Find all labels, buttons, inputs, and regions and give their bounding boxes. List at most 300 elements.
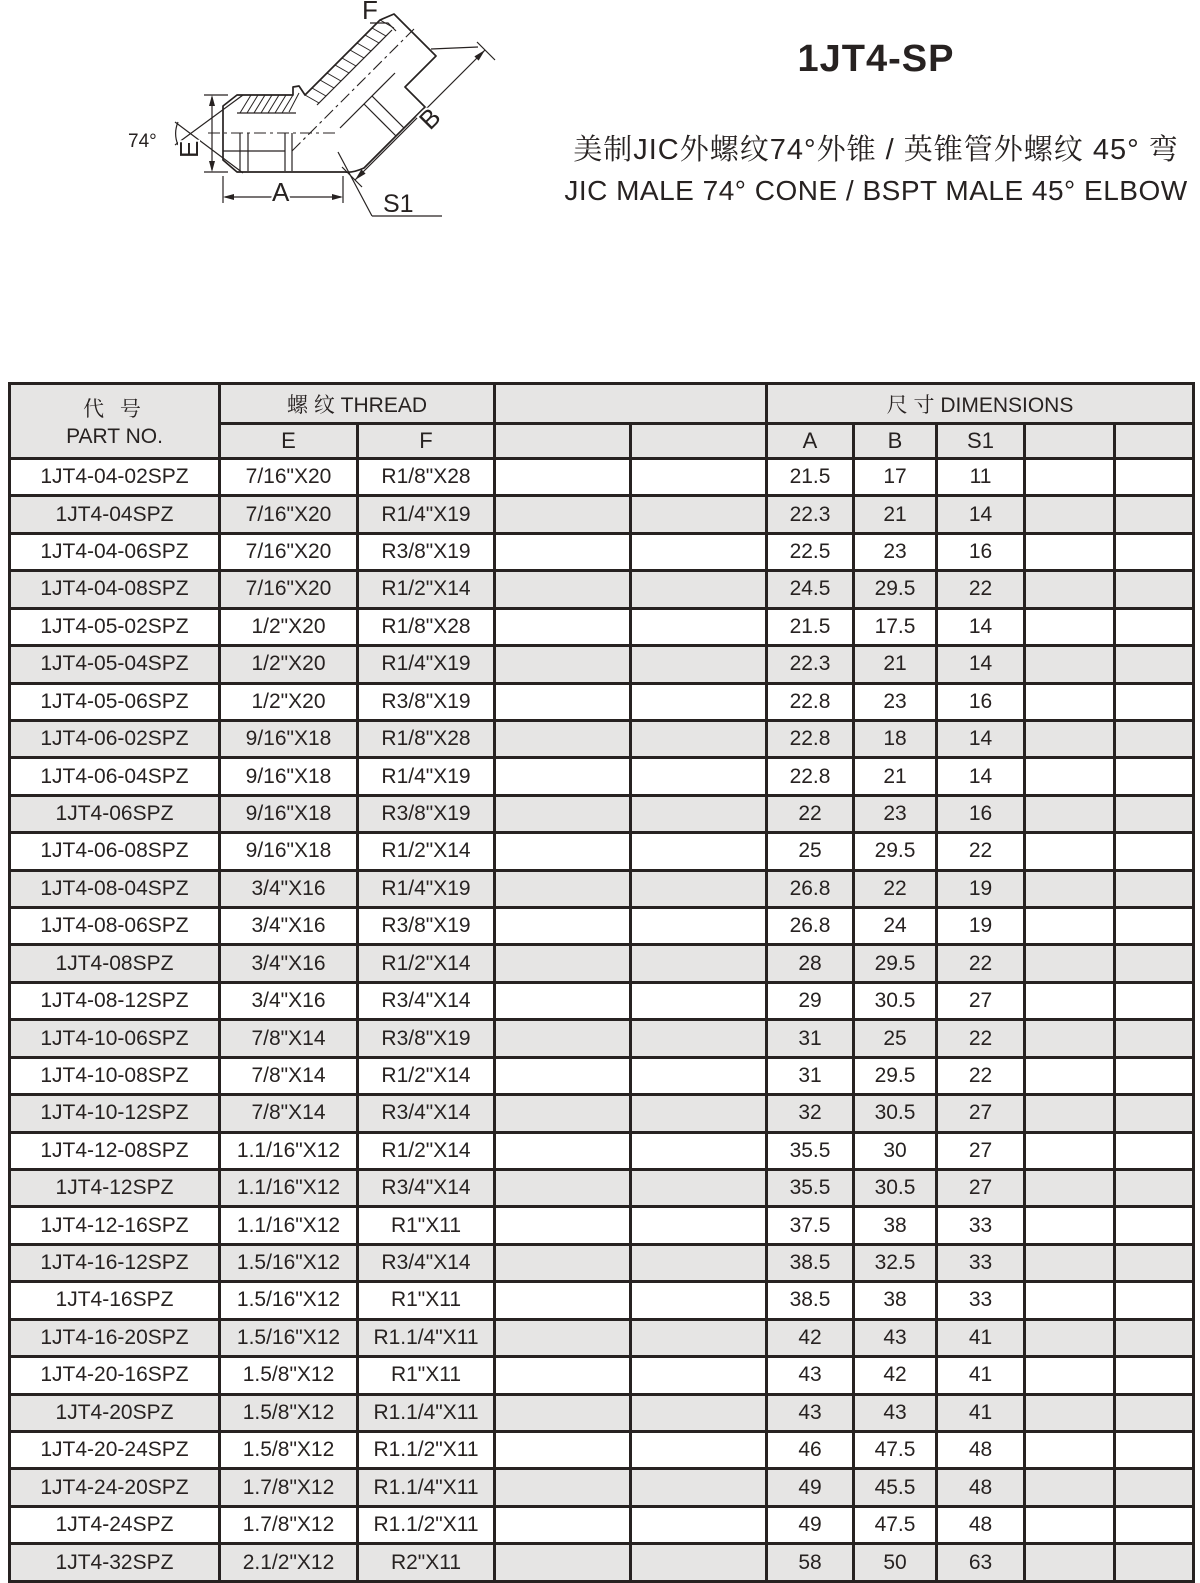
cell-blank — [1115, 870, 1194, 907]
cell-blank — [495, 1057, 631, 1094]
cell-dim-s1: 27 — [937, 982, 1025, 1019]
cell-blank — [495, 945, 631, 982]
cell-part-no: 1JT4-12-08SPZ — [10, 1132, 220, 1169]
cell-blank — [1115, 1319, 1194, 1356]
label-s1: S1 — [383, 190, 414, 218]
branch-thread-root — [317, 30, 392, 105]
cell-thread-f: R1/2"X14 — [358, 1132, 495, 1169]
cell-blank — [1025, 1319, 1115, 1356]
cell-thread-e: 1.1/16"X12 — [220, 1132, 358, 1169]
cell-thread-e: 7/16"X20 — [220, 533, 358, 570]
page-title: 1JT4-SP — [797, 38, 955, 80]
cell-thread-f: R3/8"X19 — [358, 533, 495, 570]
cell-blank — [631, 945, 767, 982]
cell-dim-s1: 16 — [937, 533, 1025, 570]
cell-thread-e: 7/8"X14 — [220, 1095, 358, 1132]
header-col-e: E — [220, 424, 358, 459]
cell-dim-a: 28 — [767, 945, 854, 982]
cell-blank — [1115, 496, 1194, 533]
cell-dim-s1: 22 — [937, 571, 1025, 608]
table-row — [10, 459, 1194, 496]
cell-blank — [631, 459, 767, 496]
cell-blank — [1115, 1431, 1194, 1468]
cell-thread-f: R1/4"X19 — [358, 870, 495, 907]
cell-dim-a: 35.5 — [767, 1170, 854, 1207]
cell-thread-f: R1.1/2"X11 — [358, 1506, 495, 1543]
cell-thread-e: 7/8"X14 — [220, 1020, 358, 1057]
cell-thread-f: R3/8"X19 — [358, 795, 495, 832]
table-row — [10, 908, 1194, 945]
cell-dim-a: 35.5 — [767, 1132, 854, 1169]
cell-blank — [1025, 1244, 1115, 1281]
cell-blank — [1025, 870, 1115, 907]
cell-blank — [1025, 795, 1115, 832]
cell-blank — [1115, 1132, 1194, 1169]
thread-hatch-horizontal — [240, 93, 299, 113]
arrowhead — [332, 194, 343, 200]
cell-dim-a: 29 — [767, 982, 854, 1019]
table-row — [10, 646, 1194, 683]
cell-part-no: 1JT4-24SPZ — [10, 1506, 220, 1543]
cell-thread-f: R3/8"X19 — [358, 683, 495, 720]
table-row — [10, 758, 1194, 795]
cell-dim-b: 29.5 — [854, 833, 937, 870]
cell-thread-f: R3/4"X14 — [358, 1244, 495, 1281]
cell-dim-b: 43 — [854, 1394, 937, 1431]
cell-dim-b: 22 — [854, 870, 937, 907]
cell-blank — [1025, 1506, 1115, 1543]
cell-dim-a: 21.5 — [767, 459, 854, 496]
header-part-no — [10, 384, 220, 459]
cell-thread-f: R1/2"X14 — [358, 945, 495, 982]
title-block — [560, 38, 1192, 207]
cell-dim-a: 22.5 — [767, 533, 854, 570]
thread-hatch-branch — [305, 20, 394, 103]
table-row — [10, 1394, 1194, 1431]
cell-dim-b: 17.5 — [854, 608, 937, 645]
cell-blank — [1025, 1020, 1115, 1057]
cell-thread-e: 1.7/8"X12 — [220, 1469, 358, 1506]
cell-blank — [495, 758, 631, 795]
cell-dim-a: 49 — [767, 1506, 854, 1543]
cell-blank — [495, 720, 631, 757]
cell-blank — [1025, 608, 1115, 645]
cell-blank — [1025, 1170, 1115, 1207]
cell-dim-a: 31 — [767, 1020, 854, 1057]
cell-dim-s1: 27 — [937, 1095, 1025, 1132]
cell-dim-a: 22.3 — [767, 646, 854, 683]
cell-blank — [1025, 1095, 1115, 1132]
cell-part-no: 1JT4-12SPZ — [10, 1170, 220, 1207]
cell-thread-f: R1/4"X19 — [358, 496, 495, 533]
cell-blank — [631, 496, 767, 533]
cell-dim-b: 45.5 — [854, 1469, 937, 1506]
cell-dim-b: 47.5 — [854, 1506, 937, 1543]
header-col-blank — [495, 424, 631, 459]
cell-blank — [631, 1394, 767, 1431]
cell-thread-e: 9/16"X18 — [220, 758, 358, 795]
cell-blank — [1115, 608, 1194, 645]
cell-dim-a: 25 — [767, 833, 854, 870]
cell-dim-a: 22.8 — [767, 720, 854, 757]
cell-dim-b: 17 — [854, 459, 937, 496]
table-row — [10, 533, 1194, 570]
cell-dim-s1: 22 — [937, 1020, 1025, 1057]
table-row — [10, 683, 1194, 720]
cell-blank — [495, 1319, 631, 1356]
table-row — [10, 1357, 1194, 1394]
cell-dim-a: 42 — [767, 1319, 854, 1356]
cell-blank — [631, 833, 767, 870]
cell-dim-a: 22.3 — [767, 496, 854, 533]
cell-dim-b: 47.5 — [854, 1431, 937, 1468]
cell-blank — [495, 1431, 631, 1468]
cell-part-no: 1JT4-20-24SPZ — [10, 1431, 220, 1468]
cell-thread-e: 1/2"X20 — [220, 646, 358, 683]
cell-blank — [495, 1244, 631, 1281]
table-row — [10, 1207, 1194, 1244]
cell-thread-e: 1.5/16"X12 — [220, 1282, 358, 1319]
cell-blank — [495, 795, 631, 832]
cell-part-no: 1JT4-24-20SPZ — [10, 1469, 220, 1506]
cell-blank — [1025, 833, 1115, 870]
cell-blank — [631, 1544, 767, 1582]
cell-blank — [1115, 571, 1194, 608]
cell-blank — [1115, 683, 1194, 720]
cell-thread-f: R3/8"X19 — [358, 908, 495, 945]
cell-part-no: 1JT4-16-20SPZ — [10, 1319, 220, 1356]
cell-blank — [1025, 571, 1115, 608]
branch-hex-corner — [364, 104, 396, 136]
cell-blank — [631, 533, 767, 570]
cell-blank — [631, 1132, 767, 1169]
cell-dim-a: 38.5 — [767, 1282, 854, 1319]
cell-blank — [631, 870, 767, 907]
table-row — [10, 1170, 1194, 1207]
cell-dim-s1: 41 — [937, 1357, 1025, 1394]
cell-dim-s1: 22 — [937, 833, 1025, 870]
arrowhead — [223, 194, 234, 200]
parts-table — [8, 382, 1195, 1583]
label-a: A — [272, 177, 290, 207]
cell-part-no: 1JT4-04-02SPZ — [10, 459, 220, 496]
cell-dim-b: 23 — [854, 533, 937, 570]
branch-hex-corner — [372, 96, 404, 128]
cell-thread-e: 1/2"X20 — [220, 608, 358, 645]
cell-thread-f: R1.1/4"X11 — [358, 1319, 495, 1356]
cell-blank — [631, 1095, 767, 1132]
cell-part-no: 1JT4-04-06SPZ — [10, 533, 220, 570]
cell-blank — [495, 1357, 631, 1394]
table-row — [10, 1319, 1194, 1356]
cell-blank — [495, 1469, 631, 1506]
table-row — [10, 1544, 1194, 1582]
arrowhead — [209, 161, 215, 172]
cell-blank — [1025, 1132, 1115, 1169]
cell-part-no: 1JT4-06SPZ — [10, 795, 220, 832]
cell-dim-b: 18 — [854, 720, 937, 757]
cell-dim-s1: 33 — [937, 1207, 1025, 1244]
table-row — [10, 571, 1194, 608]
b-extension — [431, 47, 478, 49]
arrowhead — [209, 95, 215, 106]
cell-dim-b: 21 — [854, 496, 937, 533]
cell-blank — [1025, 1282, 1115, 1319]
cell-blank — [1115, 1170, 1194, 1207]
cell-thread-f: R1/2"X14 — [358, 833, 495, 870]
cell-part-no: 1JT4-20SPZ — [10, 1394, 220, 1431]
cell-thread-e: 1.5/8"X12 — [220, 1431, 358, 1468]
cell-dim-a: 31 — [767, 1057, 854, 1094]
cell-thread-f: R2"X11 — [358, 1544, 495, 1582]
cell-dim-s1: 16 — [937, 795, 1025, 832]
cell-part-no: 1JT4-12-16SPZ — [10, 1207, 220, 1244]
cell-blank — [1025, 496, 1115, 533]
cell-thread-e: 1.5/8"X12 — [220, 1357, 358, 1394]
cell-dim-s1: 14 — [937, 720, 1025, 757]
cell-part-no: 1JT4-05-02SPZ — [10, 608, 220, 645]
table-row — [10, 720, 1194, 757]
cell-blank — [631, 1469, 767, 1506]
cell-blank — [1025, 1207, 1115, 1244]
cell-blank — [495, 870, 631, 907]
cell-blank — [1025, 646, 1115, 683]
header-part-no-zh: 代 号 — [83, 398, 146, 421]
cell-dim-s1: 48 — [937, 1506, 1025, 1543]
cell-dim-b: 25 — [854, 1020, 937, 1057]
cell-blank — [1025, 683, 1115, 720]
cell-blank — [495, 1095, 631, 1132]
cell-thread-f: R1/2"X14 — [358, 1057, 495, 1094]
branch-hex-flat — [340, 73, 395, 128]
cell-blank — [1025, 908, 1115, 945]
cell-blank — [631, 1431, 767, 1468]
cell-blank — [495, 1394, 631, 1431]
cell-blank — [631, 1057, 767, 1094]
cell-thread-e: 1.1/16"X12 — [220, 1207, 358, 1244]
table-row — [10, 1244, 1194, 1281]
table-row — [10, 1282, 1194, 1319]
cell-blank — [495, 1207, 631, 1244]
cell-thread-e: 7/16"X20 — [220, 459, 358, 496]
cell-dim-b: 30.5 — [854, 982, 937, 1019]
cell-blank — [1025, 533, 1115, 570]
cell-blank — [1025, 1469, 1115, 1506]
cell-blank — [631, 1506, 767, 1543]
cell-blank — [495, 496, 631, 533]
cell-blank — [631, 646, 767, 683]
cell-blank — [495, 459, 631, 496]
header-col-blank — [1025, 424, 1115, 459]
cell-blank — [1115, 459, 1194, 496]
cell-dim-a: 43 — [767, 1394, 854, 1431]
cell-blank — [495, 1282, 631, 1319]
cell-thread-e: 7/8"X14 — [220, 1057, 358, 1094]
cell-blank — [631, 1357, 767, 1394]
cell-dim-s1: 14 — [937, 496, 1025, 533]
cell-dim-b: 50 — [854, 1544, 937, 1582]
cell-blank — [631, 1282, 767, 1319]
cell-blank — [1025, 1394, 1115, 1431]
cell-thread-e: 3/4"X16 — [220, 982, 358, 1019]
cell-dim-b: 23 — [854, 683, 937, 720]
cell-dim-b: 32.5 — [854, 1244, 937, 1281]
cell-thread-e: 9/16"X18 — [220, 833, 358, 870]
cell-part-no: 1JT4-08-12SPZ — [10, 982, 220, 1019]
table-row — [10, 608, 1194, 645]
cell-blank — [1115, 646, 1194, 683]
header-thread-group: 螺 纹 THREAD — [220, 384, 495, 424]
cell-part-no: 1JT4-16-12SPZ — [10, 1244, 220, 1281]
cell-thread-e: 1.5/16"X12 — [220, 1319, 358, 1356]
cell-blank — [631, 1244, 767, 1281]
cell-blank — [631, 1020, 767, 1057]
cell-dim-s1: 14 — [937, 646, 1025, 683]
cell-thread-e: 1.1/16"X12 — [220, 1170, 358, 1207]
cell-thread-e: 1.7/8"X12 — [220, 1506, 358, 1543]
cell-part-no: 1JT4-10-08SPZ — [10, 1057, 220, 1094]
cell-blank — [1115, 1207, 1194, 1244]
table-row — [10, 833, 1194, 870]
cell-dim-a: 38.5 — [767, 1244, 854, 1281]
cell-dim-s1: 19 — [937, 908, 1025, 945]
cell-blank — [631, 795, 767, 832]
table-row — [10, 870, 1194, 907]
header-col-b: B — [854, 424, 937, 459]
cell-dim-b: 30.5 — [854, 1095, 937, 1132]
table-row — [10, 982, 1194, 1019]
cell-blank — [1115, 1469, 1194, 1506]
table-row — [10, 1132, 1194, 1169]
table-row — [10, 1431, 1194, 1468]
cell-dim-b: 21 — [854, 758, 937, 795]
subtitle-chinese: 美制JIC外螺纹74°外锥 / 英锥管外螺纹 45° 弯 — [573, 134, 1179, 166]
cell-blank — [495, 982, 631, 1019]
cell-part-no: 1JT4-05-06SPZ — [10, 683, 220, 720]
cell-dim-b: 38 — [854, 1207, 937, 1244]
cell-dim-a: 46 — [767, 1431, 854, 1468]
table-row — [10, 1095, 1194, 1132]
header-dimensions-group: 尺 寸 DIMENSIONS — [767, 384, 1194, 424]
cell-blank — [1115, 1095, 1194, 1132]
table-row — [10, 1506, 1194, 1543]
cell-dim-s1: 14 — [937, 608, 1025, 645]
cell-blank — [1115, 1506, 1194, 1543]
cell-thread-e: 1/2"X20 — [220, 683, 358, 720]
table-row — [10, 1469, 1194, 1506]
cell-blank — [1115, 1544, 1194, 1582]
cell-blank — [1115, 1357, 1194, 1394]
cell-part-no: 1JT4-08SPZ — [10, 945, 220, 982]
cell-thread-f: R3/8"X19 — [358, 1020, 495, 1057]
cell-thread-f: R3/4"X14 — [358, 1170, 495, 1207]
cell-blank — [495, 1544, 631, 1582]
cell-blank — [631, 908, 767, 945]
cell-blank — [1115, 945, 1194, 982]
cell-blank — [1115, 795, 1194, 832]
cell-thread-e: 3/4"X16 — [220, 945, 358, 982]
cell-dim-a: 21.5 — [767, 608, 854, 645]
cell-blank — [631, 683, 767, 720]
label-f: F — [362, 0, 378, 25]
header-col-a: A — [767, 424, 854, 459]
cell-blank — [631, 982, 767, 1019]
cell-dim-b: 30.5 — [854, 1170, 937, 1207]
cell-blank — [1115, 1282, 1194, 1319]
cell-part-no: 1JT4-04SPZ — [10, 496, 220, 533]
cell-blank — [1025, 720, 1115, 757]
cell-thread-e: 1.5/8"X12 — [220, 1394, 358, 1431]
cell-dim-b: 24 — [854, 908, 937, 945]
cell-part-no: 1JT4-08-06SPZ — [10, 908, 220, 945]
label-e: E — [174, 140, 204, 158]
table-row — [10, 1020, 1194, 1057]
cell-dim-s1: 41 — [937, 1319, 1025, 1356]
cell-dim-a: 22.8 — [767, 683, 854, 720]
cell-dim-s1: 11 — [937, 459, 1025, 496]
cell-thread-f: R1.1/4"X11 — [358, 1469, 495, 1506]
cell-thread-f: R3/4"X14 — [358, 982, 495, 1019]
table-row — [10, 795, 1194, 832]
cell-thread-f: R1/4"X19 — [358, 758, 495, 795]
cell-blank — [495, 1170, 631, 1207]
cell-blank — [495, 1020, 631, 1057]
cell-thread-f: R1/8"X28 — [358, 608, 495, 645]
cell-part-no: 1JT4-16SPZ — [10, 1282, 220, 1319]
cell-dim-b: 42 — [854, 1357, 937, 1394]
cell-dim-a: 24.5 — [767, 571, 854, 608]
table-row — [10, 496, 1194, 533]
header-col-f: F — [358, 424, 495, 459]
cell-dim-b: 21 — [854, 646, 937, 683]
cell-blank — [631, 1207, 767, 1244]
cell-thread-f: R1/4"X19 — [358, 646, 495, 683]
cell-thread-e: 2.1/2"X12 — [220, 1544, 358, 1582]
cell-blank — [1115, 1244, 1194, 1281]
header-blank-group — [495, 384, 767, 424]
cell-thread-f: R1"X11 — [358, 1282, 495, 1319]
cell-thread-e: 7/16"X20 — [220, 571, 358, 608]
cell-part-no: 1JT4-20-16SPZ — [10, 1357, 220, 1394]
cell-thread-f: R1.1/2"X11 — [358, 1431, 495, 1468]
cell-part-no: 1JT4-06-02SPZ — [10, 720, 220, 757]
cell-dim-a: 32 — [767, 1095, 854, 1132]
cell-dim-s1: 14 — [937, 758, 1025, 795]
cone-line — [175, 95, 243, 145]
cell-dim-a: 26.8 — [767, 870, 854, 907]
cell-blank — [1025, 1357, 1115, 1394]
cell-part-no: 1JT4-10-12SPZ — [10, 1095, 220, 1132]
cell-dim-b: 29.5 — [854, 945, 937, 982]
cell-part-no: 1JT4-04-08SPZ — [10, 571, 220, 608]
cell-blank — [631, 1319, 767, 1356]
cell-blank — [1115, 533, 1194, 570]
cell-dim-b: 43 — [854, 1319, 937, 1356]
cell-dim-a: 49 — [767, 1469, 854, 1506]
cell-thread-f: R1"X11 — [358, 1357, 495, 1394]
header-col-blank — [1115, 424, 1194, 459]
header-col-blank — [631, 424, 767, 459]
cell-dim-a: 58 — [767, 1544, 854, 1582]
cell-part-no: 1JT4-10-06SPZ — [10, 1020, 220, 1057]
cell-dim-b: 29.5 — [854, 571, 937, 608]
cell-dim-s1: 16 — [937, 683, 1025, 720]
cell-blank — [495, 533, 631, 570]
cell-blank — [631, 571, 767, 608]
cell-dim-s1: 22 — [937, 1057, 1025, 1094]
cell-dim-b: 30 — [854, 1132, 937, 1169]
cell-blank — [1025, 1544, 1115, 1582]
